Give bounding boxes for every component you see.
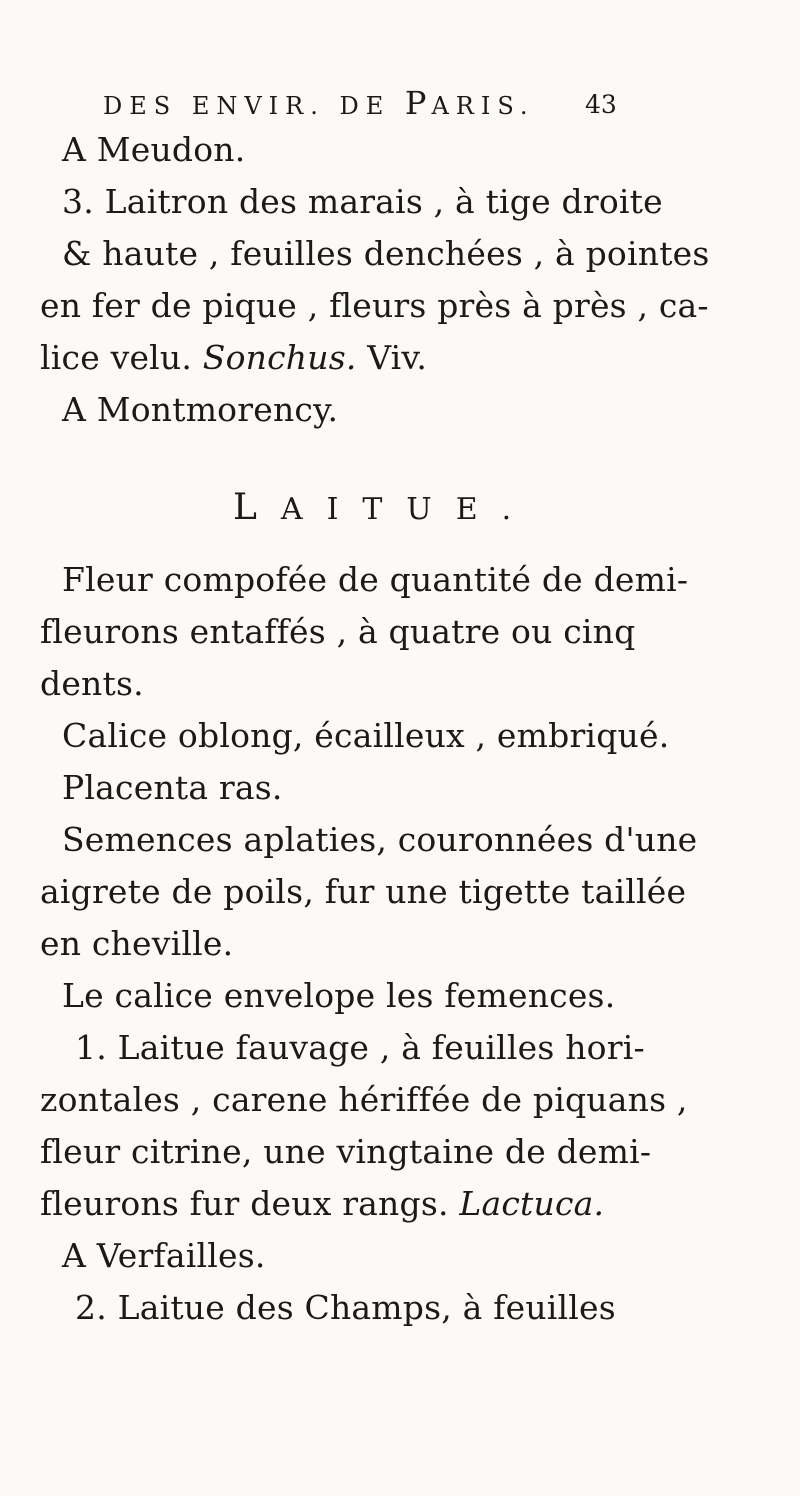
running-head-part-4: ARIS. bbox=[431, 92, 535, 120]
text-line: 3. Laitron des marais , à tige droite bbox=[62, 182, 663, 221]
text-line: Fleur compofée de quantité de demi- bbox=[62, 560, 689, 599]
text-segment: Viv. bbox=[356, 338, 428, 377]
running-head-part-1: DES ENVIR. bbox=[103, 92, 325, 120]
text-line: Calice oblong, écailleux , embriqué. bbox=[62, 716, 670, 755]
text-line: Placenta ras. bbox=[62, 768, 283, 807]
text-line: Semences aplaties, couronnées d'une bbox=[62, 820, 698, 859]
text-line: fleur citrine, une vingtaine de demi- bbox=[40, 1132, 652, 1171]
running-head-part-3: P bbox=[404, 84, 432, 122]
text-segment: fleurons fur deux rangs. bbox=[40, 1184, 460, 1223]
text-line: en fer de pique , fleurs près à près , ca- bbox=[40, 286, 709, 325]
running-head bbox=[103, 84, 663, 122]
text-line bbox=[40, 1184, 604, 1224]
text-line: A Verfailles. bbox=[62, 1236, 266, 1275]
text-line: A Montmorency. bbox=[62, 390, 339, 429]
text-line: A Meudon. bbox=[62, 130, 246, 169]
text-segment: lice velu. bbox=[40, 338, 203, 377]
text-line: 2. Laitue des Champs, à feuilles bbox=[75, 1288, 616, 1327]
text-line: aigrete de poils, fur une tigette taillée bbox=[40, 872, 687, 911]
page-number: 43 bbox=[585, 90, 617, 119]
text-line: dents. bbox=[40, 664, 144, 703]
text-line: & haute , feuilles denchées , à pointes bbox=[62, 234, 710, 273]
section-title bbox=[233, 487, 535, 528]
running-head-part-2: DE bbox=[339, 92, 391, 120]
latin-name: Lactuca. bbox=[459, 1184, 605, 1223]
text-line: 1. Laitue fauvage , à feuilles hori- bbox=[75, 1028, 645, 1067]
text-line: zontales , carene hériffée de piquans , bbox=[40, 1080, 688, 1119]
latin-name: Sonchus. bbox=[202, 338, 357, 377]
section-title-rest: AITUE. bbox=[280, 492, 536, 527]
text-line: en cheville. bbox=[40, 924, 234, 963]
text-line bbox=[40, 338, 427, 378]
text-line: Le calice envelope les femences. bbox=[62, 976, 616, 1015]
text-line: fleurons entaffés , à quatre ou cinq bbox=[40, 612, 636, 651]
section-title-initial: L bbox=[233, 487, 281, 528]
